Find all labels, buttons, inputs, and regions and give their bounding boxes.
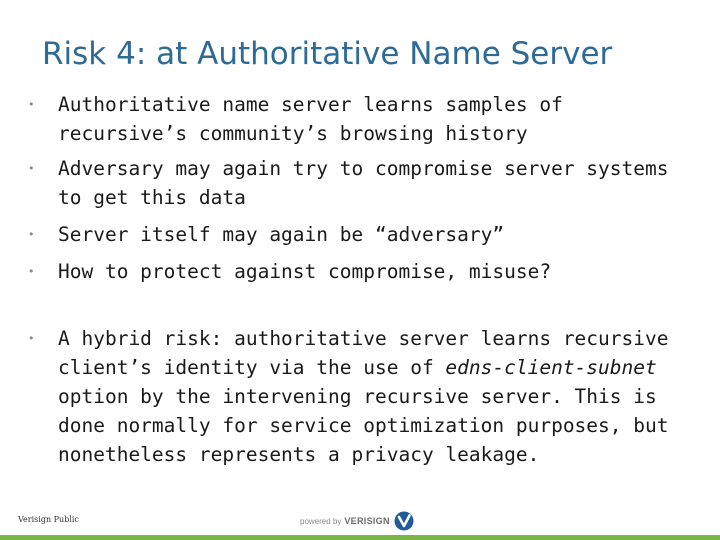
slide-title: Risk 4: at Authoritative Name Server <box>42 36 613 72</box>
bullet-marker: • <box>28 162 35 175</box>
bullet-item <box>28 220 688 249</box>
brand-name: VERISIGN <box>344 516 390 526</box>
bullet-item <box>28 257 688 286</box>
powered-by-brand <box>300 511 414 531</box>
bullet-item <box>28 324 688 469</box>
bullet-text: Server itself may again be “adversary” <box>58 223 505 246</box>
footer-classification: Verisign Public <box>18 515 79 524</box>
bullet-text-emphasis: edns-client-subnet <box>445 356 657 379</box>
bullet-marker: • <box>28 332 35 345</box>
bullet-text-before: A hybrid risk: authoritative server learns recursive client’s identity via the use of <box>58 327 669 379</box>
bullet-marker: • <box>28 228 35 241</box>
bullet-text <box>58 327 668 466</box>
bullet-text: Authoritative name server learns samples of recursive’s community’s browsing history <box>58 93 563 145</box>
bullet-marker: • <box>28 265 35 278</box>
bullet-list <box>28 90 688 469</box>
footer-accent-bar <box>0 535 720 540</box>
bullet-marker: • <box>28 98 35 111</box>
bullet-item <box>28 154 688 212</box>
bullet-text-after: option by the intervening recursive server. This is done normally for service optimization purposes, but nonetheless represents a privacy leakage. <box>58 385 669 466</box>
powered-by-label: powered by <box>300 516 342 526</box>
bullet-item <box>28 90 688 148</box>
bullet-text: How to protect against compromise, misuse? <box>58 260 552 283</box>
verisign-check-logo-icon <box>394 511 414 531</box>
bullet-text: Adversary may again try to compromise server systems to get this data <box>58 157 669 209</box>
